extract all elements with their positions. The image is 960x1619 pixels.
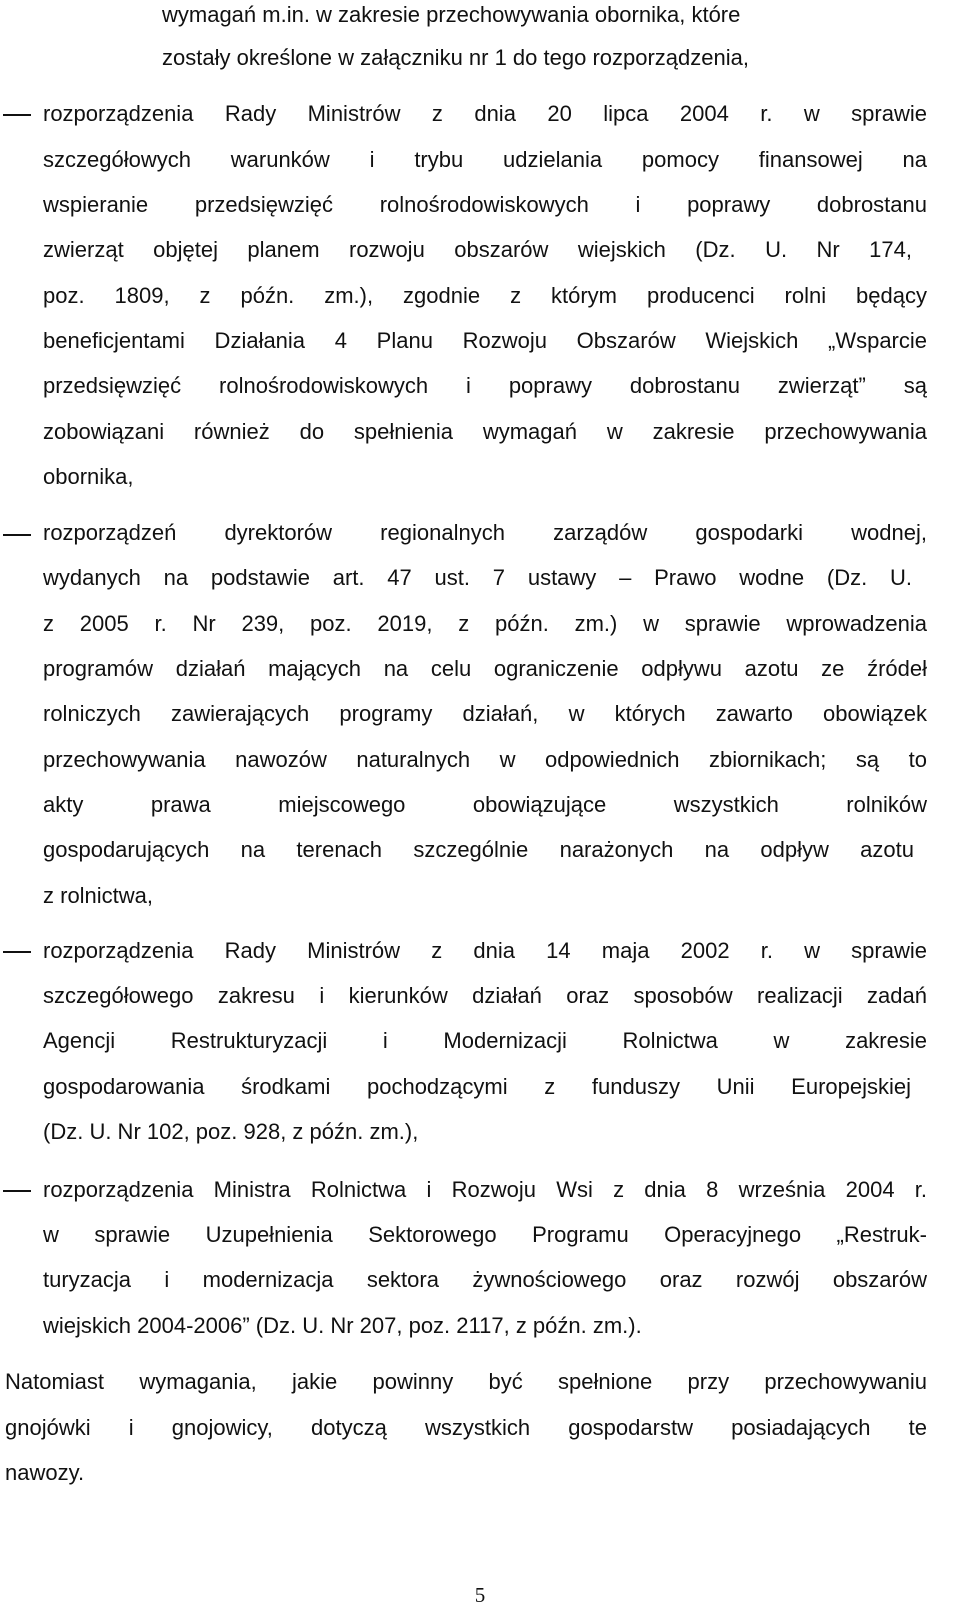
- list-item-1-line: poz. 1809, z późn. zm.), zgodnie z którym producenci rolni będący: [43, 283, 927, 308]
- list-item-4-line: turyzacja i modernizacja sektora żywnościowego oraz rozwój obszarów: [43, 1267, 927, 1292]
- list-item-2-line: wydanych na podstawie art. 47 ust. 7 ustawy – Prawo wodne (Dz. U.: [43, 565, 912, 590]
- list-dash-marker: [3, 1190, 31, 1192]
- list-item-3-line: Agencji Restrukturyzacji i Modernizacji Rolnictwa w zakresie: [43, 1028, 927, 1053]
- list-item-2-line: gospodarujących na terenach szczególnie narażonych na odpływ azotu: [43, 837, 914, 862]
- list-item-1-line: przedsięwzięć rolnośrodowiskowych i poprawy dobrostanu zwierząt” są: [43, 373, 927, 398]
- list-dash-marker: [3, 114, 31, 116]
- list-item-2-line: z 2005 r. Nr 239, poz. 2019, z późn. zm.) w sprawie wprowadzenia: [43, 611, 927, 636]
- list-item-4-line: rozporządzenia Ministra Rolnictwa i Rozwoju Wsi z dnia 8 września 2004 r.: [43, 1177, 927, 1202]
- list-item-2-line: przechowywania nawozów naturalnych w odpowiednich zbiornikach; są to: [43, 747, 927, 772]
- list-item-2-line: rolniczych zawierających programy działań, w których zawarto obowiązek: [43, 701, 927, 726]
- list-item-1-line: wspieranie przedsięwzięć rolnośrodowiskowych i poprawy dobrostanu: [43, 192, 927, 217]
- list-item-1-line: rozporządzenia Rady Ministrów z dnia 20 lipca 2004 r. w sprawie: [43, 101, 927, 126]
- closing-paragraph-line: nawozy.: [5, 1460, 85, 1485]
- list-dash-marker: [3, 951, 31, 953]
- list-item-3-line: gospodarowania środkami pochodzącymi z funduszy Unii Europejskiej: [43, 1074, 911, 1099]
- list-item-1-line: beneficjentami Działania 4 Planu Rozwoju Obszarów Wiejskich „Wsparcie: [43, 328, 927, 353]
- list-item-1-line: obornika,: [43, 464, 134, 489]
- list-item-1-line: szczegółowych warunków i trybu udzielania pomocy finansowej na: [43, 147, 927, 172]
- list-item-1-line: zobowiązani również do spełnienia wymagań w zakresie przechowywania: [43, 419, 927, 444]
- list-item-3-line: rozporządzenia Rady Ministrów z dnia 14 maja 2002 r. w sprawie: [43, 938, 927, 963]
- intro-line: zostały określone w załączniku nr 1 do tego rozporządzenia,: [162, 45, 749, 70]
- list-item-2-line: z rolnictwa,: [43, 883, 154, 908]
- list-item-2-line: rozporządzeń dyrektorów regionalnych zarządów gospodarki wodnej,: [43, 520, 927, 545]
- closing-paragraph-line: Natomiast wymagania, jakie powinny być spełnione przy przechowywaniu: [5, 1369, 927, 1394]
- list-item-1-line: zwierząt objętej planem rozwoju obszarów wiejskich (Dz. U. Nr 174,: [43, 237, 912, 262]
- list-item-2-line: programów działań mających na celu ograniczenie odpływu azotu ze źródeł: [43, 656, 927, 681]
- list-item-4-line: wiejskich 2004-2006” (Dz. U. Nr 207, poz. 2117, z późn. zm.).: [43, 1313, 642, 1338]
- list-item-2-line: akty prawa miejscowego obowiązujące wszystkich rolników: [43, 792, 927, 817]
- list-item-4-line: w sprawie Uzupełnienia Sektorowego Programu Operacyjnego „Restruk-: [43, 1222, 927, 1247]
- closing-paragraph-line: gnojówki i gnojowicy, dotyczą wszystkich gospodarstw posiadających te: [5, 1415, 927, 1440]
- list-item-3-line: szczegółowego zakresu i kierunków działań oraz sposobów realizacji zadań: [43, 983, 927, 1008]
- list-dash-marker: [3, 534, 31, 536]
- intro-line: wymagań m.in. w zakresie przechowywania obornika, które: [162, 2, 741, 27]
- page-number: 5: [474, 1583, 486, 1607]
- list-item-3-line: (Dz. U. Nr 102, poz. 928, z późn. zm.),: [43, 1119, 419, 1144]
